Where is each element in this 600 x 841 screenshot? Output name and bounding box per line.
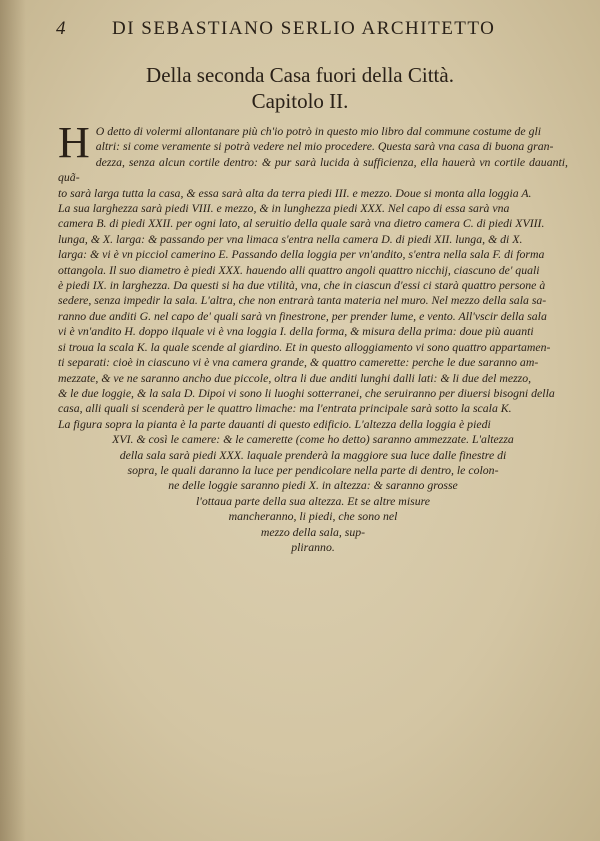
page-number: 4	[56, 18, 67, 39]
text-line: ti separati: cioè in ciascuno vi è vna camera grande, & quattro camerette: perche le due saranno am-	[58, 355, 539, 370]
page-edge-shadow	[0, 0, 26, 841]
text-line: della sala sarà piedi XXX. laquale prenderà la maggiore sua luce dalle finestre di	[119, 447, 507, 462]
text-line: altri: si come veramente si potrà vedere nel mio procedere. Questa sarà vna casa di buona gran-	[95, 139, 554, 154]
text-line: & le due loggie, & la sala D. Dipoi vi sono li luoghi sotterranei, che seruiranno per diuersi bisogni della	[58, 385, 555, 400]
text-line: mezzate, & ve ne saranno ancho due piccole, oltra li due anditi lunghi dalli lati: & li due del mezzo,	[58, 370, 532, 385]
chapter-title-line2: Capitolo II.	[251, 89, 349, 113]
text-line: pliranno.	[291, 539, 335, 554]
text-line: larga: & vi è vn picciol camerino E. Passando della loggia per vn'andito, s'entra nella sala F. di forma	[58, 247, 545, 262]
text-line: è piedi IX. in larghezza. Da questi si ha due vtilità, vna, che in ciascun d'essi ci starà quattro persone à	[58, 278, 546, 293]
body-text	[58, 118, 568, 555]
text-line: dezza, senza alcun cortile dentro: & pur sarà lucida à sufficienza, ella hauerà vn cortile dauanti, quã-	[58, 154, 568, 185]
text-line: ne delle loggie saranno piedi X. in altezza: & saranno grosse	[168, 478, 458, 493]
text-line: ottangola. Il suo diametro è piedi XXX. hauendo alli quattro angoli quattro nicchij, ciascuno de' quali	[58, 262, 540, 277]
text-line: sedere, senza impedir la sala. L'altra, che non entrarà tanta materia nel muro. Nel mezzo della sala sa-	[58, 293, 547, 308]
text-line: mezzo della sala, sup-	[260, 524, 366, 539]
closing-paragraph	[58, 417, 568, 556]
text-line: vi è vn'andito H. doppo ilquale vi è vna loggia I. della forma, & misura della prima: doue più auanti	[58, 324, 534, 339]
text-line: ranno due anditi G. nel capo de' quali sarà vn finestrone, per prender lume, e vento. All'vscir della sala	[58, 308, 547, 323]
text-line: O detto di volermi allontanare più ch'io potrò in questo mio libro dal commune costume de gli	[95, 124, 542, 138]
running-title: DI SEBASTIANO SERLIO ARCHITETTO	[112, 18, 496, 39]
text-line: camera B. di piedi XXII. per ogni lato, al seruitio della quale sarà vna dietro camera C. di piedi XVIII.	[58, 216, 545, 231]
text-line: to sarà larga tutta la casa, & essa sarà alta da terra piedi III. e mezzo. Doue si monta alla loggia A.	[58, 185, 532, 200]
text-line: lunga, & X. larga: & passando per vna limaca s'entra nella camera D. di piedi XII. lunga, & di X.	[58, 231, 523, 246]
text-line: XVI. & così le camere: & le camerette (come ho detto) saranno ammezzate. L'altezza	[112, 432, 514, 447]
text-line: l'ottaua parte della sua altezza. Et se altre misure	[196, 493, 430, 508]
text-line: si troua la scala K. la quale scende al giardino. Et in questo alloggiamento vi sono quattro appartamen-	[58, 339, 551, 354]
chapter-title-line1: Della seconda Casa fuori della Città.	[146, 63, 454, 87]
text-line: La sua larghezza sarà piedi VIII. e mezzo, & in lunghezza piedi XXX. Nel capo di essa sarà vna	[58, 201, 510, 216]
drop-cap: H	[58, 118, 90, 167]
text-line: mancheranno, li piedi, che sono nel	[228, 509, 398, 524]
text-line: casa, alli quali si scenderà per le quattro limache: ma l'entrata principale sarà sotto la scala K.	[58, 401, 512, 416]
text-line: La figura sopra la pianta è la parte dauanti di questo edificio. L'altezza della loggia è piedi	[58, 416, 491, 431]
text-line: sopra, le quali daranno la luce per pendicolare nella parte di dentro, le colon-	[127, 462, 499, 477]
chapter-title	[0, 62, 600, 114]
